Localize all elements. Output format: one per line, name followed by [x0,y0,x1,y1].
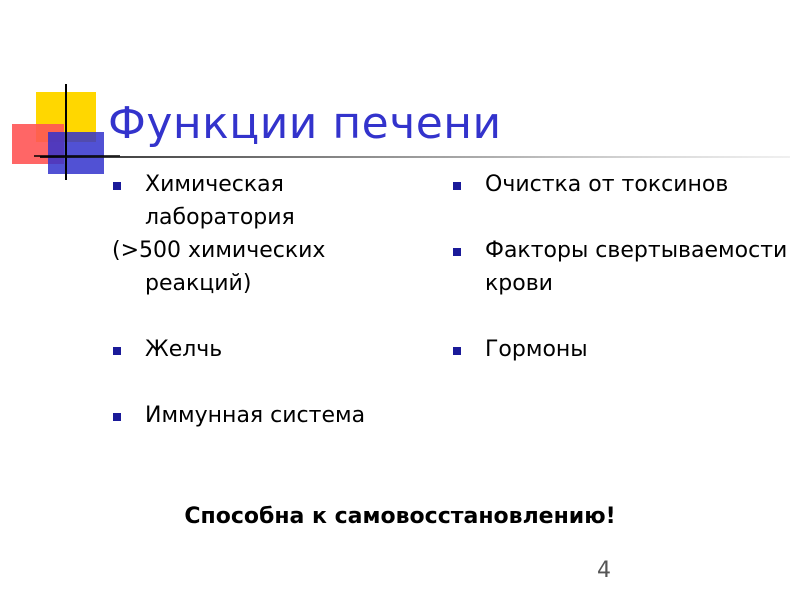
list-item [452,168,792,201]
square-bullet-icon [453,347,461,355]
list-spacer [452,300,792,333]
right-bullet-list [452,168,792,366]
decorative-squares [0,0,120,190]
square-bullet-icon [113,413,121,421]
list-item [112,399,412,432]
page-number: 4 [597,558,611,583]
list-item [112,168,412,234]
title-underline [40,155,790,159]
left-bullet-list [112,168,412,432]
list-spacer [112,300,412,333]
square-bullet-icon [113,182,121,190]
list-spacer [452,201,792,234]
list-item [452,333,792,366]
footer-statement: Способна к самовосстановлению! [184,504,616,529]
list-item-text: Химическая лаборатория [145,172,295,230]
list-item-text: Очистка от токсинов [485,172,729,197]
list-spacer [112,366,412,399]
list-item [452,234,792,300]
list-item-text: Иммунная система [145,403,366,428]
square-bullet-icon [453,248,461,256]
square-bullet-icon [453,182,461,190]
list-item-text: Гормоны [485,337,588,362]
list-item [112,333,412,366]
list-item-text: (>500 химических реакций) [112,238,326,296]
list-item-text: Желчь [145,337,223,362]
slide-title: Функции печени [108,98,502,149]
list-item [112,234,412,300]
square-bullet-icon [113,347,121,355]
list-item-text: Факторы свертываемости крови [485,238,788,296]
